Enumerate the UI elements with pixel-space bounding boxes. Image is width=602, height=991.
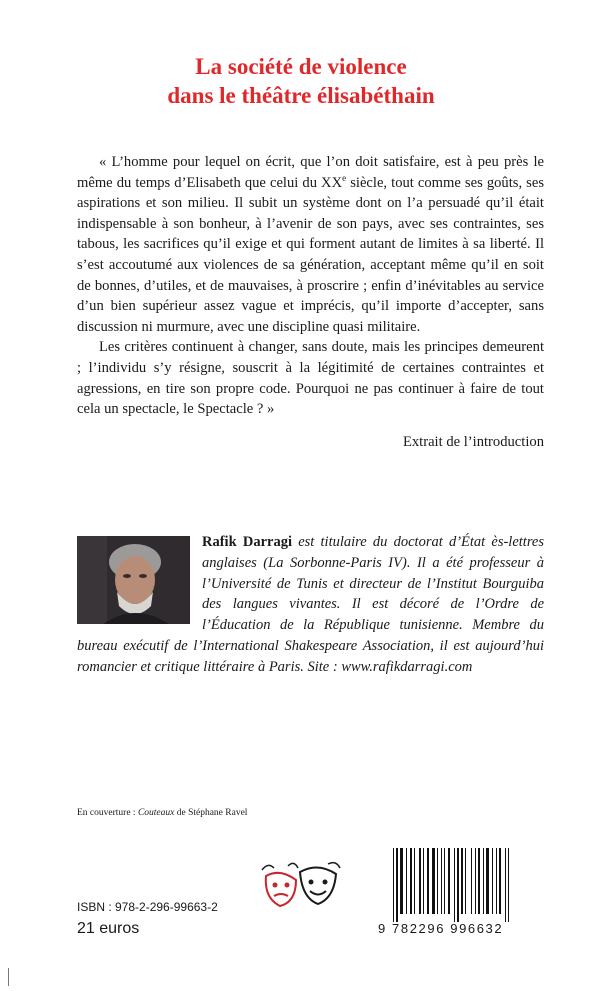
excerpt-source: Extrait de l’introduction xyxy=(402,434,544,450)
barcode-bar xyxy=(461,848,463,914)
barcode-bar xyxy=(505,848,506,922)
excerpt-paragraph-1 xyxy=(77,152,544,337)
barcode-bar xyxy=(406,848,407,914)
author-bio xyxy=(77,532,544,678)
barcode-bar xyxy=(478,848,480,914)
barcode-bar xyxy=(508,848,509,922)
title-line-2: dans le théâtre élisabéthain xyxy=(167,83,435,108)
title-line-1: La société de violence xyxy=(195,54,407,79)
excerpt-text-b: siècle, tout comme ses goûts, ses aspirations et son milieu. Il subit un système dont on l’a persuadé qu’il était indispensable à son bonheur, à l’avenir de son pays, avec ses contraintes, ses tabous, les sacrifices qu’il exige et qui forment autant de limites à sa liberté. Il s’est accoutumé aux violences de sa génération, acceptant même qu’il en soit de bonnes, d’utiles, et de mauvaises, à proscrire ; enfin d’inévitables au service d’un bien supérieur assez vague et imprécis, qu’il importe d’accepter, sans discussion ni murmure, avec une discipline quasi militaire. xyxy=(77,174,544,335)
barcode-bar xyxy=(427,848,429,914)
barcode-bar xyxy=(471,848,472,914)
cover-credit-work: Couteaux xyxy=(137,808,175,818)
barcode-bar xyxy=(496,848,497,914)
barcode-bar xyxy=(457,848,459,922)
barcode-bar xyxy=(441,848,442,914)
excerpt-paragraph-2: Les critères continuent à changer, sans doute, mais les principes demeurent ; l’individu s’y résigne, souscrit à la légitimité de certaines contraintes et agressions, en tire son propre code. Pourquoi ne pas continuer à faire de tout cela un spectacle, le Spectacle ? » xyxy=(77,339,544,418)
barcode-bar xyxy=(465,848,466,914)
theatre-masks-logo xyxy=(258,858,344,919)
barcode-bar xyxy=(414,848,415,914)
century-superscript: e xyxy=(342,172,347,183)
barcode-bar xyxy=(475,848,476,914)
introduction-excerpt xyxy=(77,152,544,420)
barcode-bar xyxy=(448,848,450,914)
barcode-bar xyxy=(396,848,398,922)
crop-mark xyxy=(8,968,9,986)
barcode-bar xyxy=(419,848,421,914)
barcode-bar xyxy=(492,848,493,914)
price: 21 euros xyxy=(77,920,140,937)
barcode-number: 9 782296 996632 xyxy=(378,921,504,936)
barcode-bar xyxy=(486,848,489,914)
barcode xyxy=(383,848,545,918)
book-title xyxy=(0,52,602,110)
cover-credit xyxy=(77,808,247,818)
barcode-bar xyxy=(499,848,501,914)
author-bio-text: est titulaire du doctorat d’État ès-lettres anglaises (La Sorbonne-Paris IV). Il a été professeur à l’Université de Tunis et directeur de l’Institut Bourguiba des langues vivantes. Il est décoré de l’Ordre de l’Éducation de la République tunisienne. Membre du bureau exécutif de l’International Shakespeare Association, il est aujourd’hui romancier et critique littéraire à Paris. Site : www.rafikdarragi.com xyxy=(77,534,545,675)
barcode-bar xyxy=(410,848,412,914)
theatre-masks-icon xyxy=(258,858,344,914)
barcode-bar xyxy=(400,848,403,914)
cover-credit-suffix: de Stéphane Ravel xyxy=(174,808,248,818)
isbn: ISBN : 978-2-296-99663-2 xyxy=(77,900,218,914)
author-name: Rafik Darragi xyxy=(202,534,292,550)
barcode-bar xyxy=(454,848,455,922)
barcode-bar xyxy=(432,848,435,914)
barcode-bar xyxy=(393,848,394,922)
barcode-bar xyxy=(437,848,438,914)
cover-credit-prefix: En couverture : xyxy=(77,808,138,818)
excerpt-text-a: « L’homme pour lequel on écrit, que l’on doit satisfaire, est à peu près le même du temps d’Elisabeth que celui du XX xyxy=(77,154,544,191)
barcode-bar xyxy=(483,848,484,914)
barcode-bar xyxy=(423,848,424,914)
barcode-bar xyxy=(444,848,445,914)
